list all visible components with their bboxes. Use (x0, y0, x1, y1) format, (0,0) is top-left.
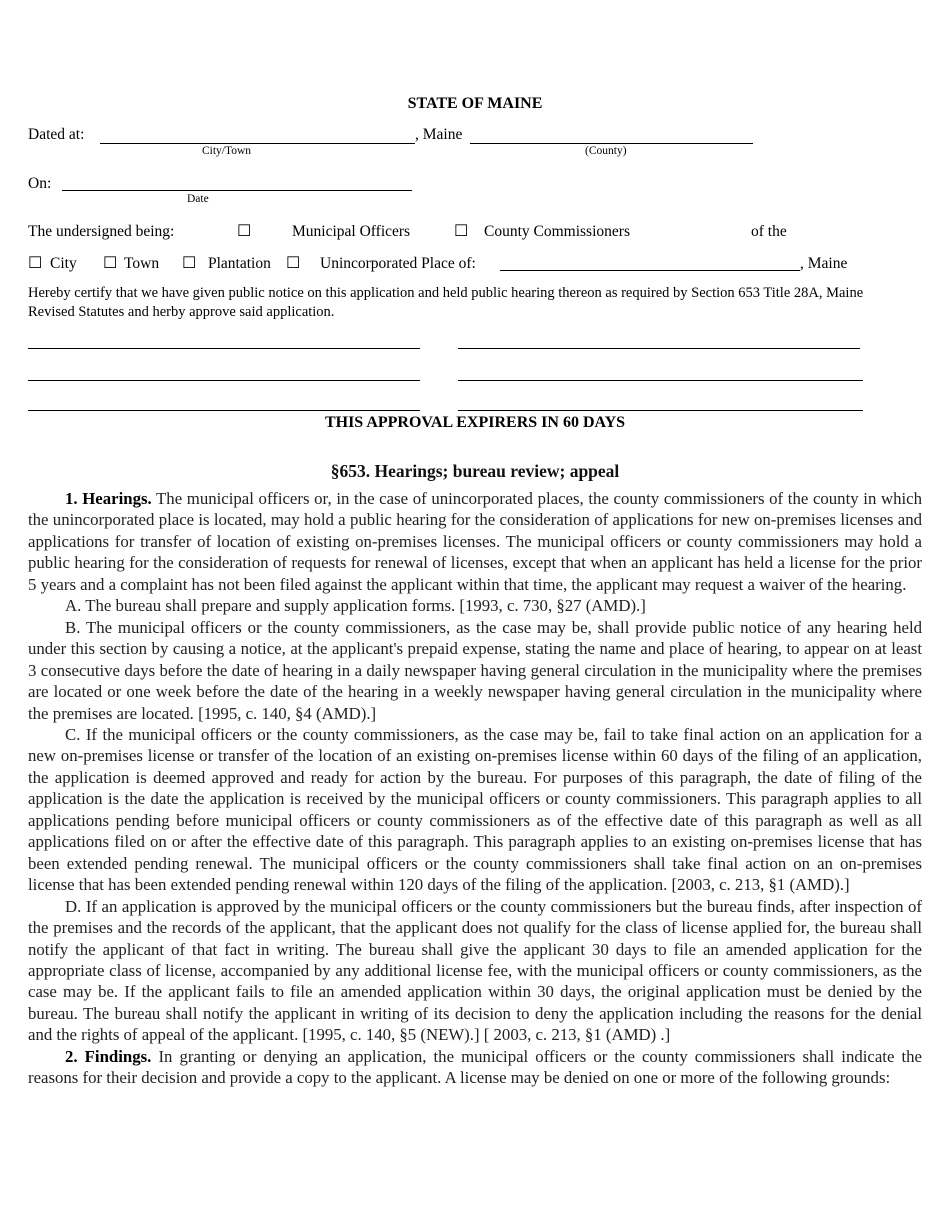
maine-label: , Maine (415, 126, 463, 143)
county-commissioners-label: County Commissioners (484, 223, 630, 240)
paragraph-1-heading: 1. Hearings. (65, 489, 152, 508)
unincorporated-label: Unincorporated Place of: (320, 255, 476, 272)
signature-line-1[interactable] (28, 348, 420, 349)
signature-line-6[interactable] (458, 410, 863, 411)
town-label: Town (124, 255, 160, 272)
paragraph-1-text: The municipal officers or, in the case of unincorporated places, the county commissioners of the county in which the unincorporated place is located, may hold a public hearing for the consideration of applications for new on-premises licenses and applications for transfer of location of existing on-premises licenses. The municipal officers or county commissioners may hold a public hearing for the consideration of requests for renewal of licenses, except that when an applicant has held a license for the prior 5 years and a complaint has not been filed against the applicant within that time, the applicant may request a waiver of the hearing. (28, 489, 923, 594)
paragraph-2-text: In granting or denying an application, the municipal officers or the county commissioners shall indicate the reasons for their decision and provide a copy to the applicant. A license may be denied on one or more of the following grounds: (28, 1046, 922, 1088)
paragraph-c: C. If the municipal officers or the county commissioners, as the case may be, fail to take final action on an application for a new on-premises license or transfer of the location of an existing on-premises license within 60 days of the filing of an application, the application is deemed approved and ready for action by the bureau. For purposes of this paragraph, the date of filing of the application is the date the application is received by the municipal officers or county commissioners. This paragraph applies to all applications pending before municipal officers or county commissioners as of the effective date of this paragraph as well as all applications filed on or after the effective date of this paragraph. This paragraph applies to an existing on-premises license that has been extended pending renewal. The municipal officers or the county commissioners shall take final action on an on-premises license that has been extended pending renewal within 120 days of the filing of the application. [2003, c. 213, §1 (AMD).] (28, 724, 922, 895)
statute-body (28, 488, 922, 1089)
signature-line-4[interactable] (458, 380, 863, 381)
county-commissioners-checkbox[interactable]: ☐ (454, 223, 469, 240)
undersigned-label: The undersigned being: (28, 223, 175, 240)
unincorporated-checkbox[interactable]: ☐ (286, 255, 301, 272)
city-town-sublabel: City/Town (202, 145, 252, 157)
city-label: City (50, 255, 77, 272)
page-title: STATE OF MAINE (407, 95, 543, 112)
of-the-label: of the (751, 223, 787, 240)
statute-heading: §653. Hearings; bureau review; appeal (330, 461, 620, 481)
certification-text: Hereby certify that we have given public notice on this application and held public hearing thereon as required by Section 653 Title 28A, Maine Revised Statutes and herby approve said application. (28, 285, 864, 320)
paragraph-d: D. If an application is approved by the municipal officers or the county commissioners but the bureau finds, after inspection of the premises and the records of the applicant, that the applicant does not qualify for the class of license applied for, the bureau shall notify the applicant of that fact in writing. The bureau shall give the applicant 30 days to file an amended application for the appropriate class of license, accompanied by any additional license fee, with the municipal officers or county commissioners, as the case may be. If the applicant fails to file an amended application within 30 days, the original application must be denied by the bureau. The bureau shall notify the applicant in writing of its decision to deny the application including the reasons for the denial and the rights of appeal of the applicant. [1995, c. 140, §5 (NEW).] [ 2003, c. 213, §1 (AMD) .] (28, 896, 922, 1045)
paragraph-a: A. The bureau shall prepare and supply application forms. [1993, c. 730, §27 (AMD).] (65, 596, 646, 616)
county-field[interactable] (470, 143, 753, 144)
paragraph-2 (28, 1046, 922, 1089)
municipal-officers-checkbox[interactable]: ☐ (237, 223, 252, 240)
town-checkbox[interactable]: ☐ (103, 255, 118, 272)
county-sublabel: (County) (585, 145, 627, 157)
dated-at-label: Dated at: (28, 126, 85, 143)
paragraph-1 (28, 488, 922, 595)
approval-expiry-notice (0, 414, 950, 432)
date-sublabel: Date (187, 193, 209, 205)
date-field[interactable] (62, 190, 412, 191)
municipal-officers-label: Municipal Officers (292, 223, 411, 240)
plantation-label: Plantation (208, 255, 271, 272)
signature-line-5[interactable] (28, 410, 420, 411)
city-checkbox[interactable]: ☐ (28, 255, 43, 272)
signature-line-2[interactable] (458, 348, 860, 349)
approval-expiry-text: THIS APPROVAL EXPIRERS IN 60 DAYS (324, 414, 626, 431)
maine-suffix-label: , Maine (800, 255, 848, 272)
signature-line-3[interactable] (28, 380, 420, 381)
paragraph-2-heading: 2. Findings. (65, 1046, 152, 1066)
city-town-field[interactable] (100, 143, 415, 144)
unincorporated-place-field[interactable] (500, 270, 800, 271)
on-label: On: (28, 175, 52, 192)
plantation-checkbox[interactable]: ☐ (182, 255, 197, 272)
paragraph-b: B. The municipal officers or the county commissioners, as the case may be, shall provide public notice of any hearing held under this section by causing a notice, at the applicant's prepaid expense, stating the name and place of hearing, to appear on at least 3 consecutive days before the date of hearing in a daily newspaper having general circulation in the municipality where the premises are located or one week before the date of the hearing in a weekly newspaper having general circulation in the municipality where the premises are located. [1995, c. 140, §4 (AMD).] (28, 617, 922, 723)
